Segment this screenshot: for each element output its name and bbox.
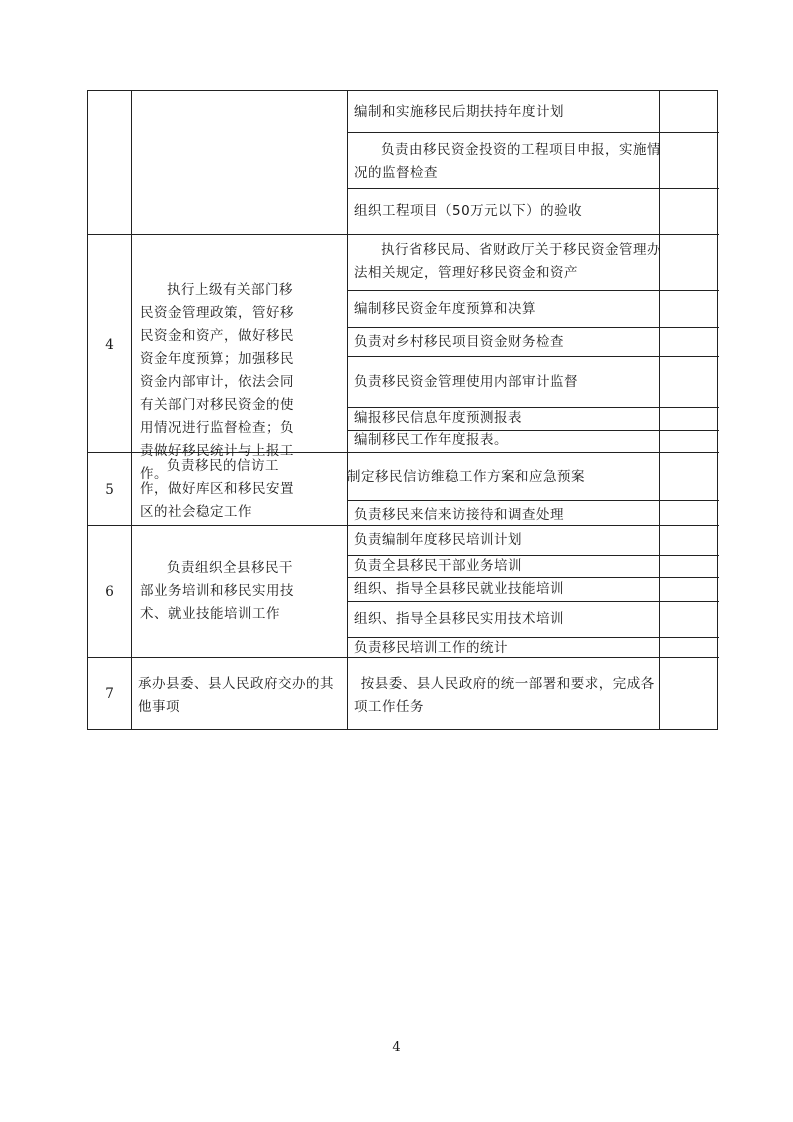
responsibility-table [87, 90, 718, 730]
task-cell: 组织、指导全县移民实用技术培训 [354, 611, 564, 627]
row-number: 4 [105, 337, 114, 353]
duty-cell: 负责移民的信访工作，做好库区和移民安置区的社会稳定工作 [140, 458, 294, 520]
task-cell: 按县委、县人民政府的统一部署和要求，完成各项工作任务 [354, 676, 655, 715]
task-cell: 组织工程项目（50万元以下）的验收 [354, 203, 583, 219]
row-number: 5 [105, 482, 114, 498]
task-cell: 编制和实施移民后期扶持年度计划 [354, 104, 564, 120]
row-number: 7 [105, 686, 114, 702]
row-divider [88, 234, 719, 235]
row-number: 6 [105, 584, 114, 600]
duty-cell: 承办县委、县人民政府交办的其他事项 [138, 676, 334, 715]
task-divider [347, 601, 719, 602]
task-divider [347, 290, 719, 291]
task-cell: 编制移民资金年度预算和决算 [354, 301, 536, 317]
task-cell: 组织、指导全县移民就业技能培训 [354, 581, 564, 597]
task-cell: 负责全县移民干部业务培训 [354, 558, 522, 574]
task-cell: 编报移民信息年度预测报表 [354, 410, 522, 426]
task-cell: 负责移民来信来访接待和调查处理 [354, 507, 564, 523]
task-divider [347, 132, 719, 133]
task-divider [347, 188, 719, 189]
column-divider [347, 91, 348, 729]
duty-cell: 负责组织全县移民干部业务培训和移民实用技术、就业技能培训工作 [140, 560, 294, 622]
duty-cell: 执行上级有关部门移民资金管理政策，管好移民资金和资产，做好移民资金年度预算；加强移民资金内部审计，依法会同有关部门对移民资金的使用情况进行监督检查；负责做好移民统计与上报工作。 [140, 282, 294, 482]
task-cell: 编制移民工作年度报表。 [354, 432, 508, 448]
task-cell: 负责移民培训工作的统计 [354, 640, 508, 656]
task-cell: 负责编制年度移民培训计划 [354, 532, 522, 548]
page-number: 4 [392, 1040, 401, 1055]
task-cell: 负责移民资金管理使用内部审计监督 [354, 374, 578, 390]
task-cell: 制定移民信访维稳工作方案和应急预案 [347, 469, 585, 485]
task-cell: 执行省移民局、省财政厅关于移民资金管理办法相关规定，管理好移民资金和资产 [354, 242, 661, 281]
task-divider [347, 500, 719, 501]
task-divider [347, 356, 719, 357]
task-divider [347, 327, 719, 328]
task-cell: 负责对乡村移民项目资金财务检查 [354, 334, 564, 350]
task-cell: 负责由移民资金投资的工程项目申报，实施情况的监督检查 [354, 142, 661, 181]
column-divider [131, 91, 132, 729]
